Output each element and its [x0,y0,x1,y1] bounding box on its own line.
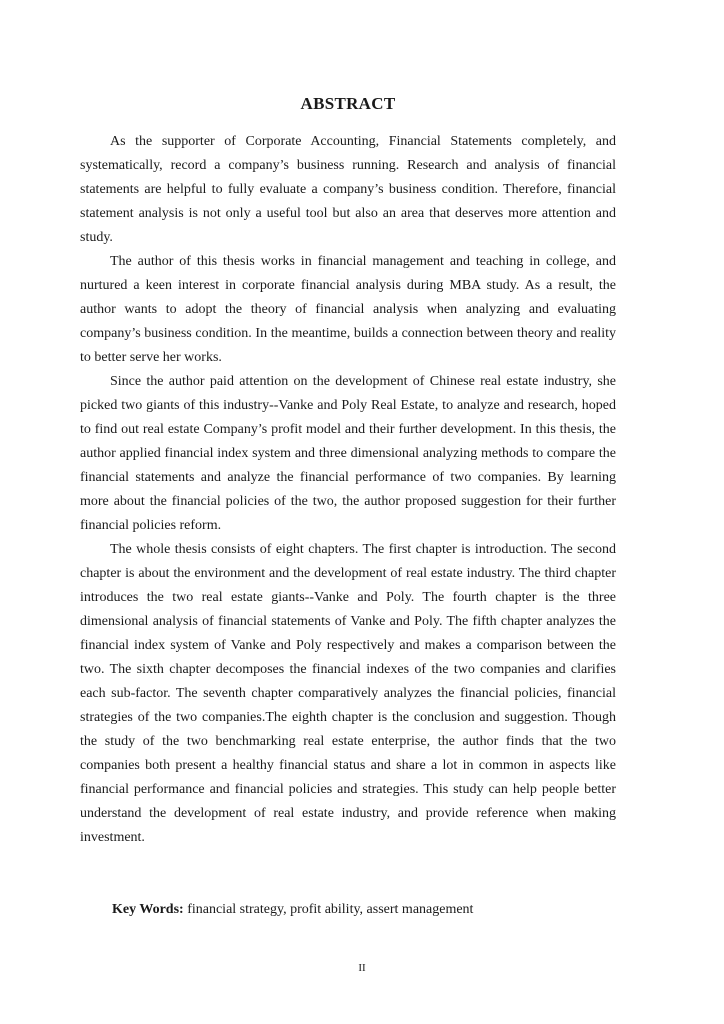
abstract-paragraph-3: Since the author paid attention on the development of Chinese real estate industry, she picked two giants of this industry--Vanke and Poly Real Estate, to analyze and research, hoped to find out real estate Company’s profit model and their further development. In this thesis, the author applied financial index system and three dimensional analyzing methods to compare the financial statements and analyze the financial performance of two companies. By learning more about the financial policies of the two, the author proposed suggestion for their further financial policies reform. [80,374,616,533]
abstract-page [80,92,616,850]
abstract-paragraph-4: The whole thesis consists of eight chapters. The first chapter is introduction. The second chapter is about the environment and the development of real estate industry. The third chapter introduces the two real estate giants--Vanke and Poly. The fourth chapter is the three dimensional analysis of financial statements of Vanke and Poly. The fifth chapter analyzes the financial index system of Vanke and Poly respectively and makes a comparison between the two. The sixth chapter decomposes the financial indexes of the two companies and clarifies each sub-factor. The seventh chapter comparatively analyzes the financial policies, financial strategies of the two companies.The eighth chapter is the conclusion and suggestion. Though the study of the two benchmarking real estate enterprise, the author finds that the two companies both present a healthy financial status and share a lot in common in aspects like financial performance and financial policies and strategies. This study can help people better understand the development of real estate industry, and provide reference when making investment. [80,542,616,845]
abstract-paragraph-2: The author of this thesis works in financial management and teaching in college, and nurtured a keen interest in corporate financial analysis during MBA study. As a result, the author wants to adopt the theory of financial analysis when analyzing and evaluating company’s business condition. In the meantime, builds a connection between theory and reality to better serve her works. [80,254,616,365]
page-number: II [358,962,366,974]
keywords-line [112,898,473,922]
keywords-label: Key Words: [112,902,184,917]
abstract-title: ABSTRACT [300,94,396,113]
abstract-paragraph-1: As the supporter of Corporate Accounting, Financial Statements completely, and systematically, record a company’s business running. Research and analysis of financial statements are helpful to fully evaluate a company’s business condition. Therefore, financial statement analysis is not only a useful tool but also an area that deserves more attention and study. [80,134,616,245]
keywords-text: financial strategy, profit ability, assert management [187,902,474,917]
